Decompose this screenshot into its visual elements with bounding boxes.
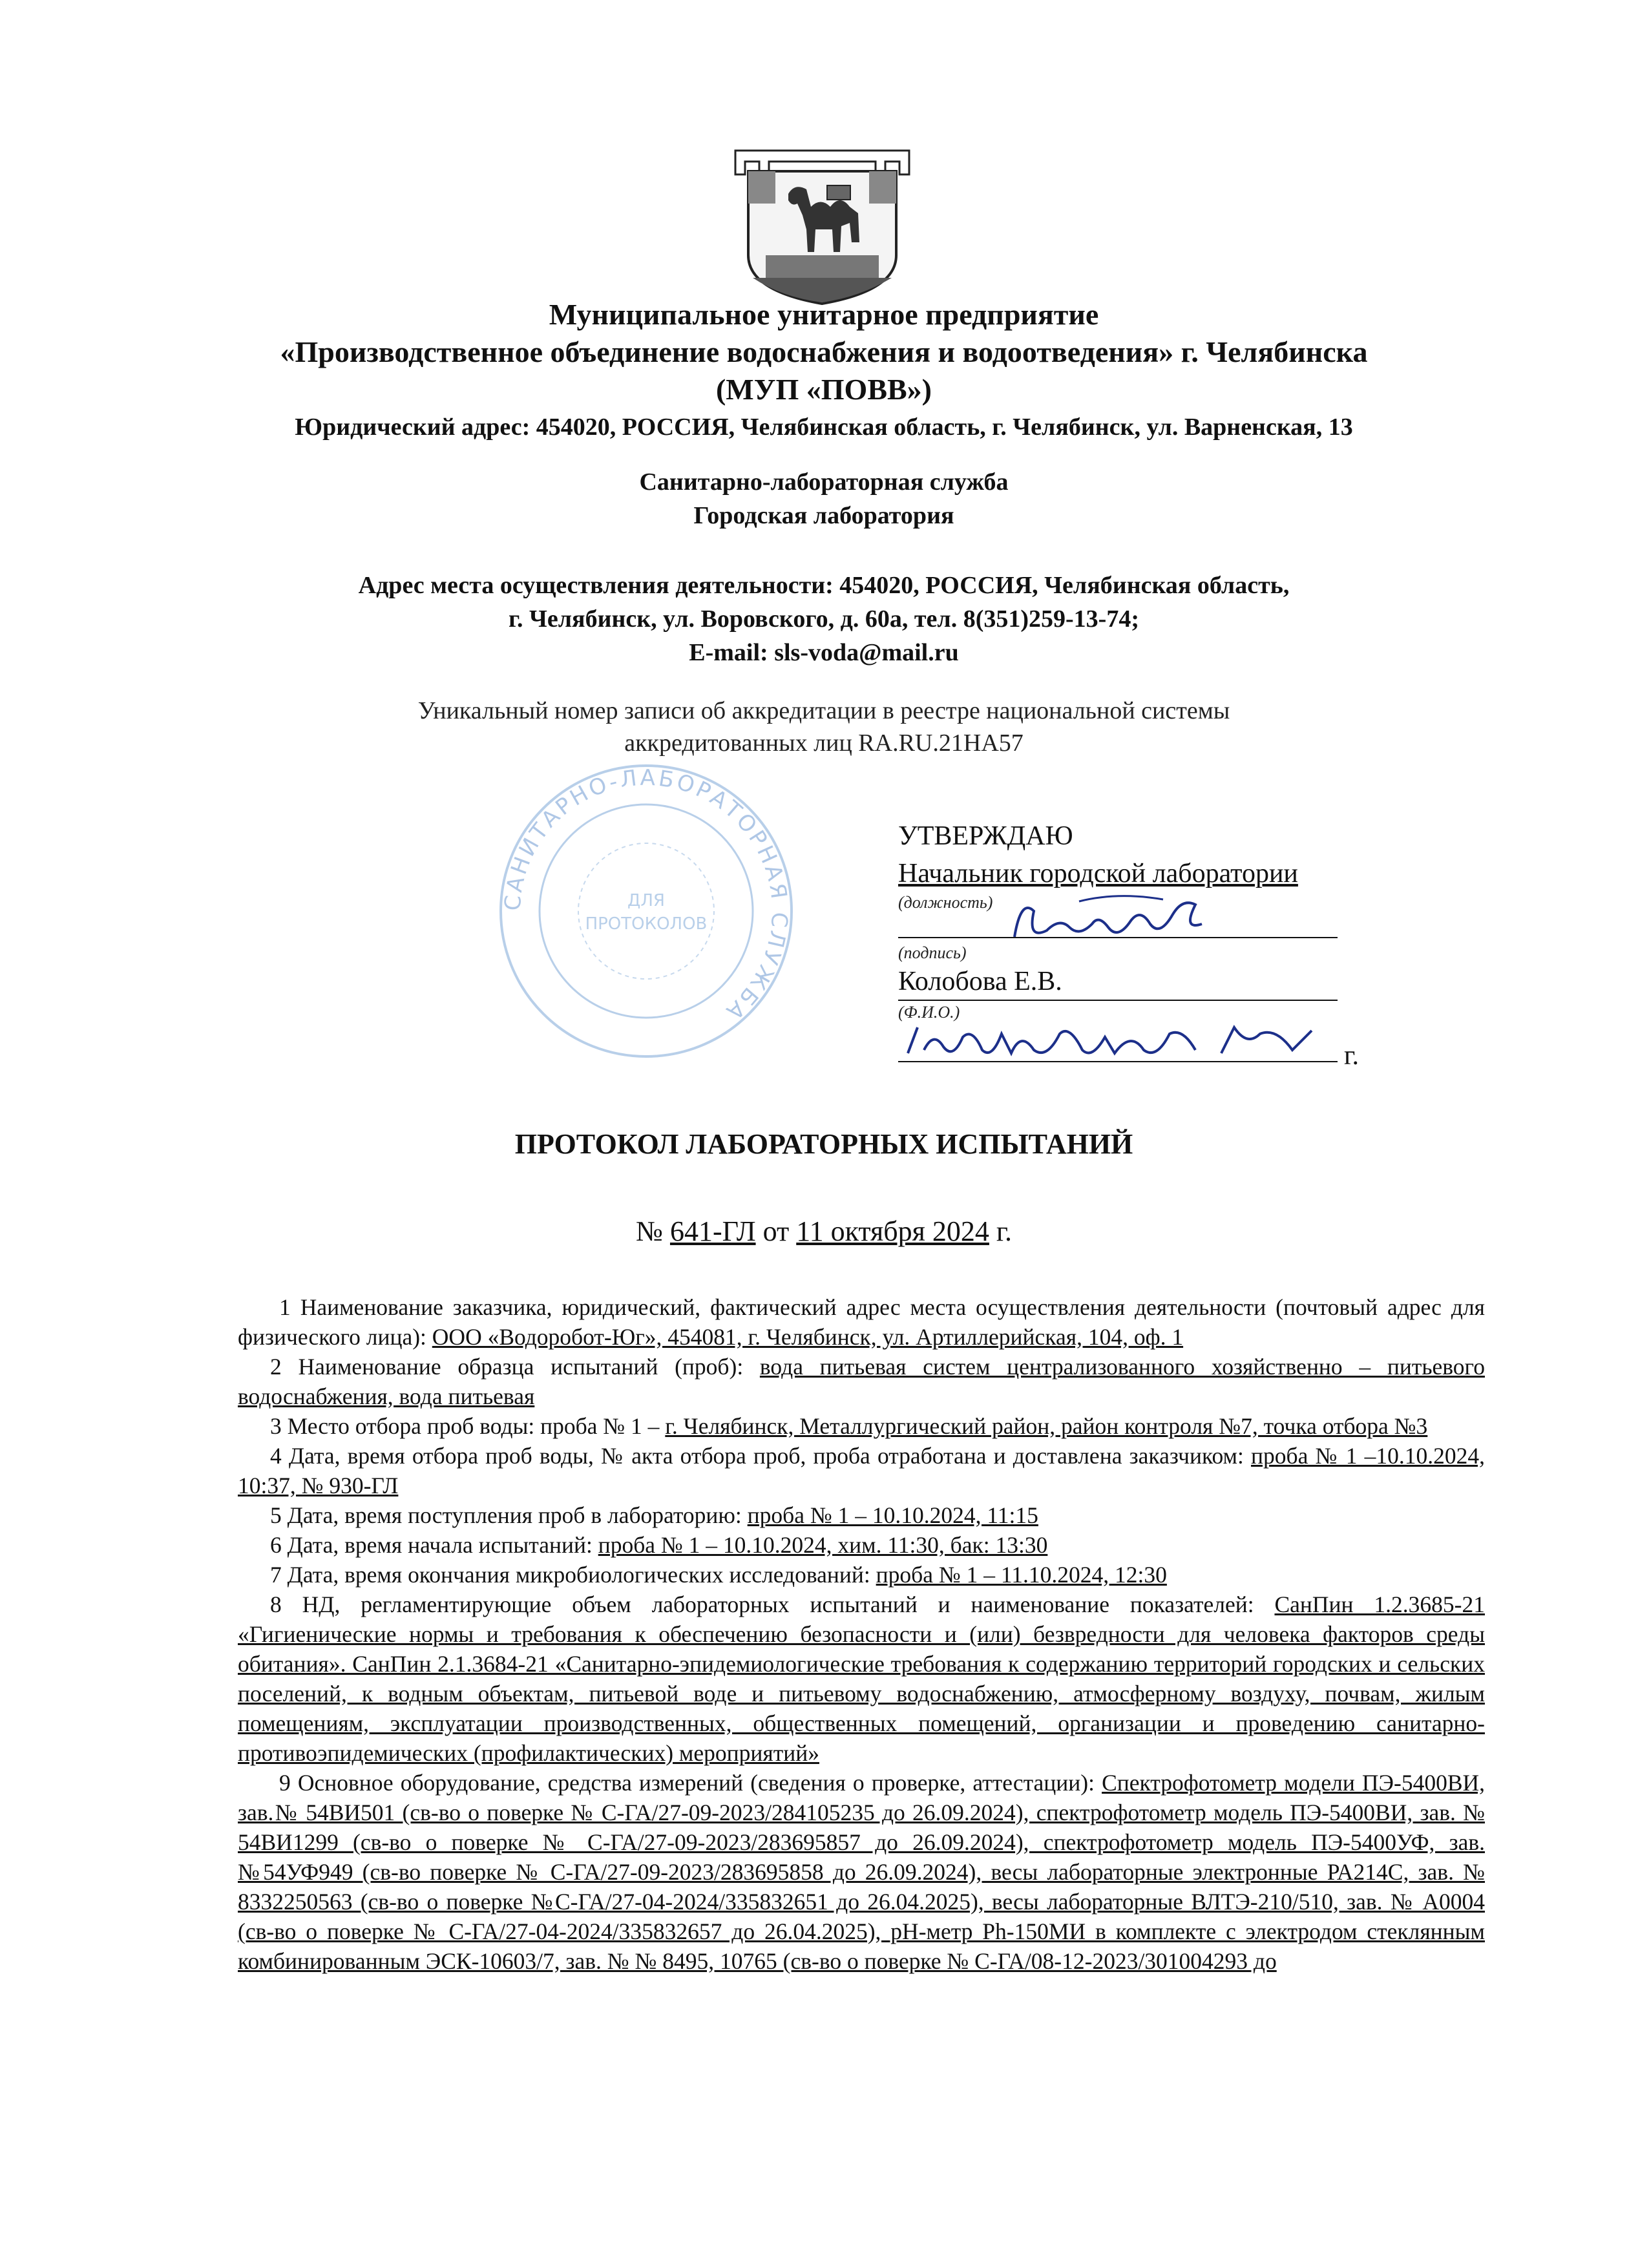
item-7: [238, 1560, 1485, 1590]
item-3-label: 3 Место отбора проб воды: проба № 1 –: [270, 1413, 660, 1439]
service-block: [162, 465, 1486, 532]
item-9-label: 9 Основное оборудование, средства измерений (сведения о проверке, аттестации):: [279, 1770, 1095, 1796]
item-4-value: проба № 1 –10.10.2024, 10:37, № 930-ГЛ: [238, 1443, 1486, 1498]
service-name: Санитарно-лабораторная служба: [639, 468, 1009, 496]
item-8-value: СанПин 1.2.3685-21 «Гигиенические нормы и требования к обеспечению безопасности и (или) безвредности для человека факторов среды обитания». СанПин 2.1.3684-21 «Санитарно-эпидемиологические требования к содержанию территорий городских и сельских поселений, к водным объектам, питьевой воде и питьевому водоснабжению, атмосферному воздуху, почвам, жилым помещениям, эксплуатации производственных, общественных помещений, организации и проведению санитарно-противоэпидемических (профилактических) мероприятий»: [238, 1591, 1485, 1766]
item-1-value: ООО «Водоробот-Юг», 454081, г. Челябинск, ул. Артиллерийская, 104, оф. 1: [432, 1324, 1184, 1350]
stamp-inner-text-1: ДЛЯ: [627, 891, 665, 910]
email-line: E-mail: sls-voda@mail.ru: [689, 639, 959, 666]
laboratory-name: Городская лаборатория: [693, 502, 954, 529]
item-2-value: вода питьевая систем централизованного хозяйственно – питьевого водоснабжения, вода питьевая: [238, 1354, 1485, 1409]
legal-address: Юридический адрес: 454020, РОССИЯ, Челябинская область, г. Челябинск, ул. Варненская, 13: [295, 414, 1353, 441]
item-6-label: 6 Дата, время начала испытаний:: [270, 1532, 593, 1558]
item-1: [238, 1292, 1485, 1352]
stamp-outer-text: САНИТАРНО-ЛАБОРАТОРНАЯ СЛУЖБА: [499, 764, 793, 1026]
org-short-name: (МУП «ПОВВ»): [715, 373, 932, 406]
approval-heading: УТВЕРЖДАЮ: [898, 821, 1073, 851]
number-suffix: г.: [996, 1215, 1013, 1247]
item-5: [238, 1500, 1485, 1530]
item-8: [238, 1590, 1485, 1768]
item-9: [238, 1768, 1485, 1976]
location-line-1: Адрес места осуществления деятельности: 454020, РОССИЯ, Челябинская область,: [358, 572, 1290, 599]
item-2-label: 2 Наименование образца испытаний (проб):: [270, 1354, 744, 1380]
item-5-value: проба № 1 – 10.10.2024, 11:15: [747, 1502, 1038, 1528]
item-6-value: проба № 1 – 10.10.2024, хим. 11:30, бак: 13:30: [598, 1532, 1048, 1558]
item-8-label: 8 НД, регламентирующие объем лабораторных испытаний и наименование показателей:: [270, 1591, 1254, 1617]
item-2: [238, 1352, 1485, 1411]
protocol-body: [238, 1292, 1485, 1976]
handwritten-signature: [1002, 885, 1221, 956]
item-7-value: проба № 1 – 11.10.2024, 12:30: [876, 1562, 1167, 1588]
item-3: [238, 1411, 1485, 1441]
org-type: Муниципальное унитарное предприятие: [549, 298, 1099, 331]
handwritten-date: [898, 1014, 1338, 1066]
org-name: «Производственное объединение водоснабжения и водоотведения» г. Челябинска: [280, 335, 1368, 368]
location-block: [162, 569, 1486, 669]
item-4-label: 4 Дата, время отбора проб воды, № акта отбора проб, проба отработана и доставлена заказчиком:: [270, 1443, 1244, 1469]
name-caption: (Ф.И.О.): [898, 1003, 960, 1022]
number-from: от: [762, 1215, 790, 1247]
item-5-label: 5 Дата, время поступления проб в лабораторию:: [270, 1502, 742, 1528]
item-7-label: 7 Дата, время окончания микробиологических исследований:: [270, 1562, 870, 1588]
number-prefix: №: [635, 1215, 663, 1247]
item-1-label: 1 Наименование заказчика, юридический, фактический адрес места осуществления деятельности (почтовый адрес для физического лица):: [238, 1294, 1485, 1350]
protocol-title: ПРОТОКОЛ ЛАБОРАТОРНЫХ ИСПЫТАНИЙ: [514, 1128, 1133, 1160]
year-suffix: г.: [1344, 1041, 1359, 1071]
accreditation-line-1: Уникальный номер записи об аккредитации в реестре национальной системы: [417, 697, 1230, 724]
laboratory-stamp: [491, 756, 801, 1066]
protocol-number-line: [162, 1215, 1486, 1248]
organization-header: [162, 296, 1486, 446]
accreditation-line-2: аккредитованных лиц RA.RU.21HA57: [624, 730, 1024, 757]
approver-position: Начальник городской лаборатории: [898, 859, 1298, 888]
protocol-number: 641-ГЛ: [669, 1215, 756, 1247]
item-4: [238, 1441, 1485, 1500]
stamp-inner-text-2: ПРОТОКОЛОВ: [585, 914, 708, 934]
location-line-2: г. Челябинск, ул. Воровского, д. 60а, тел. 8(351)259-13-74;: [509, 605, 1139, 633]
item-6: [238, 1530, 1485, 1560]
position-caption: (должность): [898, 893, 993, 912]
signature-caption: (подпись): [898, 943, 967, 962]
protocol-date: 11 октября 2024: [796, 1215, 989, 1247]
item-3-value: г. Челябинск, Металлургический район, район контроля №7, точка отбора №3: [665, 1413, 1428, 1439]
coat-of-arms-emblem: [730, 145, 914, 307]
accreditation-block: [162, 695, 1486, 759]
item-9-value: Спектрофотометр модели ПЭ-5400ВИ, зав.№ 54ВИ501 (св-во о поверке № С-ГА/27-09-2023/284105235 до 26.09.2024), спектрофотометр модель ПЭ-5400ВИ, зав. № 54ВИ1299 (св-во о поверке № С-ГА/27-09-2023/283695857 до 26.09.2024), спектрофотометр модель ПЭ-5400УФ, зав. №54УФ949 (св-во поверке № С-ГА/27-09-2023/283695858 до 26.09.2024), весы лабораторные электронные РА214С, зав. № 8332250563 (св-во о поверке №С-ГА/27-04-2024/335832651 до 26.04.2025), весы лабораторные ВЛТЭ-210/510, зав. № А0004 (св-во о поверке № С-ГА/27-04-2024/335832657 до 26.04.2025), pH-метр Ph-150МИ в комплекте с электродом стеклянным комбинированным ЭСК-10603/7, зав. № № 8495, 10765 (св-во о поверке № С-ГА/08-12-2023/301004293 до: [238, 1770, 1486, 1974]
approver-name: Колобова Е.В.: [898, 967, 1062, 996]
